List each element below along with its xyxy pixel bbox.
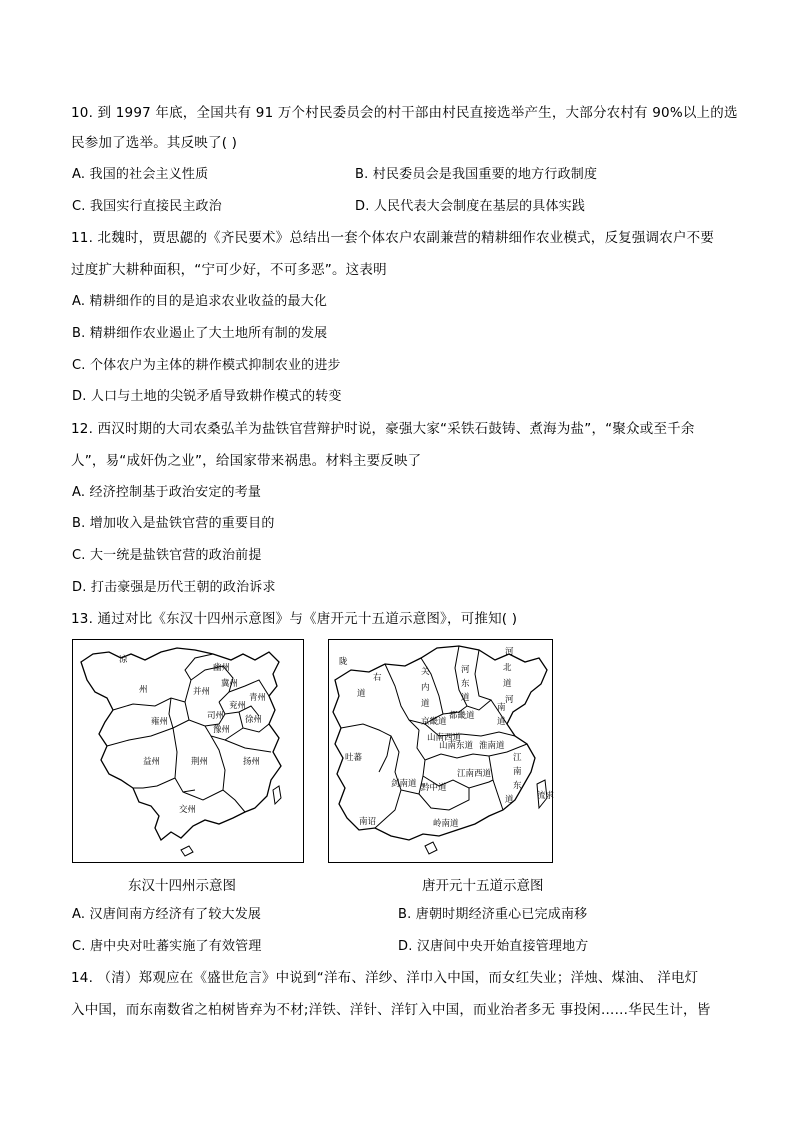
label-hebei-he: 河	[505, 647, 514, 657]
label-jiangnandong-jiang: 江	[513, 753, 522, 763]
label-yu: 豫州	[213, 725, 231, 735]
label-jing: 荆州	[191, 757, 209, 767]
q11-stem-line1: 11. 北魏时，贾思勰的《齐民要术》总结出一套个体农户农副兼营的精耕细作农业模式，反复强调农户不要	[71, 230, 715, 246]
label-qianzhong: 黔中道	[421, 783, 447, 793]
q14-stem-line2: 入中国，而东南数省之柏树皆弃为不材;洋铁、洋针、洋钉入中国，而业治者多无 事投闲……华民生计，皆	[71, 1002, 711, 1018]
label-lingnan: 岭南道	[433, 819, 459, 829]
q11-option-a: A. 精耕细作的目的是追求农业收益的最大化	[72, 294, 328, 309]
label-liuqiu: 流求	[537, 791, 555, 801]
label-jiangnandong-nan: 南	[513, 767, 522, 777]
label-jiannan: 剑南道	[391, 779, 417, 789]
label-liang-zhou: 州	[139, 685, 148, 695]
q11-option-b: B. 精耕细作农业遏止了大土地所有制的发展	[72, 326, 328, 341]
label-hebei-dao: 道	[503, 679, 512, 689]
label-hebei-bei: 北	[503, 663, 512, 673]
q12-option-a: A. 经济控制基于政治安定的考量	[72, 485, 262, 500]
label-jiangnanxi: 江南西道	[457, 769, 492, 779]
q11-option-d: D. 人口与土地的尖锐矛盾导致耕作模式的转变	[72, 389, 342, 404]
label-qing: 青州	[249, 693, 267, 703]
label-jiao: 交州	[179, 805, 197, 815]
label-you-right: 右	[373, 673, 382, 683]
label-yong: 雍州	[151, 717, 169, 727]
q13-option-b: B. 唐朝时期经济重心已完成南移	[398, 907, 588, 922]
label-you: 幽州	[213, 663, 231, 673]
q10-option-a: A. 我国的社会主义性质	[72, 167, 209, 182]
label-nanzhao: 南诏	[359, 817, 377, 827]
q10-option-c: C. 我国实行直接民主政治	[72, 199, 222, 214]
tang-kaiyuan-map-caption: 唐开元十五道示意图	[422, 878, 544, 894]
label-long: 陇	[339, 657, 348, 667]
q13-option-c: C. 唐中央对吐蕃实施了有效管理	[72, 939, 262, 954]
label-shannandong: 山南东道	[439, 741, 474, 751]
label-duji: 都畿道	[449, 711, 475, 721]
q12-option-d: D. 打击豪强是历代王朝的政治诉求	[72, 580, 276, 595]
label-liang: 凉	[119, 655, 128, 665]
label-yi: 益州	[143, 757, 161, 767]
label-guannei-dao: 道	[421, 699, 430, 709]
q10-option-b: B. 村民委员会是我国重要的地方行政制度	[355, 167, 598, 182]
label-dao: 道	[357, 689, 366, 699]
label-yang: 扬州	[243, 757, 261, 767]
q13-option-d: D. 汉唐间中央开始直接管理地方	[398, 939, 589, 954]
q13-option-a: A. 汉唐间南方经济有了较大发展	[72, 907, 262, 922]
q14-stem-line1: 14. （清）郑观应在《盛世危言》中说到“洋布、洋纱、洋巾入中国，而女红失业；洋烛、煤油、 洋电灯	[71, 970, 699, 986]
label-henan-dao: 道	[497, 717, 506, 727]
label-jingji: 京畿道	[421, 717, 447, 727]
label-henan-he: 河	[505, 695, 514, 705]
label-jiangnandong-dong: 东	[513, 781, 522, 791]
q12-option-b: B. 增加收入是盐铁官营的重要目的	[72, 516, 275, 531]
label-hedong-dao: 道	[461, 693, 470, 703]
label-bing: 并州	[193, 687, 211, 697]
label-ji: 冀州	[221, 679, 239, 689]
label-hedong-dong: 东	[461, 679, 470, 689]
label-yan: 兖州	[229, 701, 247, 711]
label-xu: 徐州	[245, 715, 263, 725]
q12-stem-line1: 12. 西汉时期的大司农桑弘羊为盐铁官营辩护时说，豪强大家“采铁石鼓铸、煮海为盐”，“聚众或至千余	[71, 421, 695, 437]
q10-option-d: D. 人民代表大会制度在基层的具体实践	[355, 199, 586, 214]
label-jiangnandong-dao: 道	[505, 795, 514, 805]
label-nei: 内	[421, 683, 430, 693]
label-henan-nan: 南	[497, 703, 506, 713]
label-hedong-he: 河	[461, 665, 470, 675]
label-tubo: 吐蕃	[345, 753, 363, 763]
q12-stem-line2: 人”，易“成奸伪之业”，给国家带来祸患。材料主要反映了	[71, 453, 422, 469]
eastern-han-map	[72, 639, 304, 863]
label-guan: 关	[421, 667, 430, 677]
q13-stem: 13. 通过对比《东汉十四州示意图》与《唐开元十五道示意图》，可推知( )	[71, 611, 518, 627]
label-shannanxi: 山南西道	[427, 733, 462, 743]
tang-kaiyuan-map	[328, 639, 553, 863]
q11-option-c: C. 个体农户为主体的耕作模式抑制农业的进步	[72, 358, 341, 373]
label-si: 司州	[207, 711, 225, 721]
q11-stem-line2: 过度扩大耕种面积，“宁可少好，不可多恶”。这表明	[71, 262, 387, 278]
eastern-han-map-caption: 东汉十四州示意图	[128, 878, 236, 894]
label-huainan: 淮南道	[479, 741, 505, 751]
q10-stem-line1: 10. 到 1997 年底，全国共有 91 万个村民委员会的村干部由村民直接选举产生，大部分农村有 90%以上的选	[71, 105, 738, 121]
q12-option-c: C. 大一统是盐铁官营的政治前提	[72, 548, 262, 563]
q10-stem-line2: 民参加了选举。其反映了( )	[71, 135, 238, 151]
